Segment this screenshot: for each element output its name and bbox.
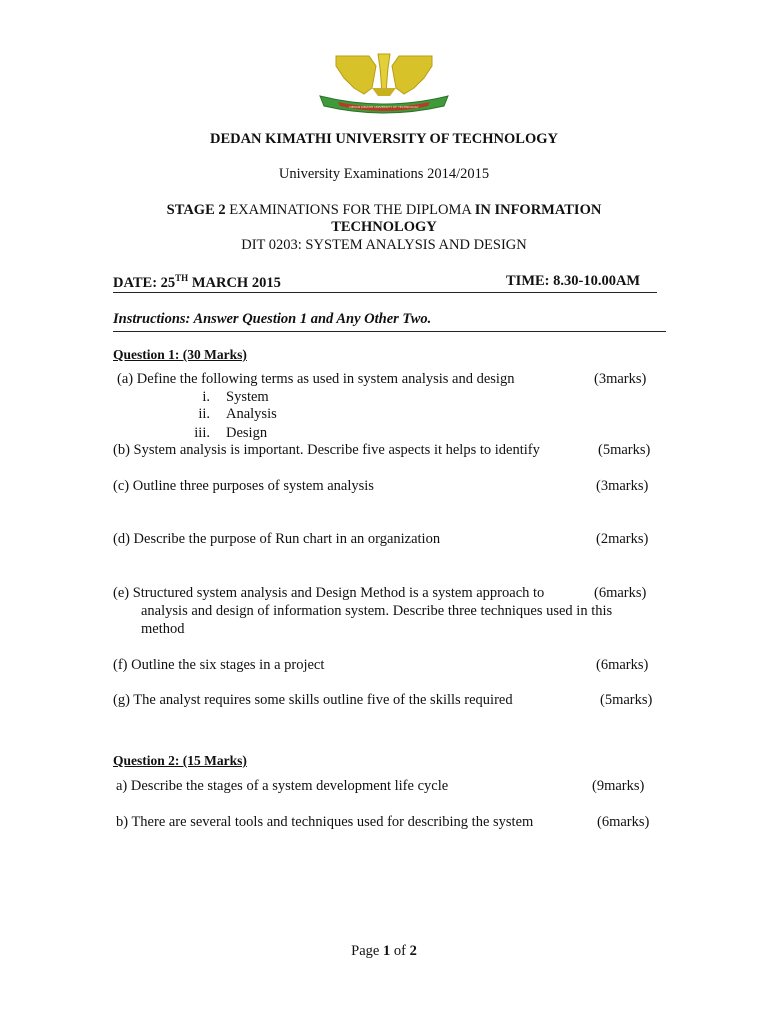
q1-e-text: (e) Structured system analysis and Design Method is a system approach to bbox=[113, 585, 545, 601]
q1-b-marks: (5marks) bbox=[598, 442, 651, 458]
q1-a-item-num: iii. bbox=[194, 425, 210, 441]
q1-g-marks: (5marks) bbox=[600, 692, 653, 708]
q2-a-marks: (9marks) bbox=[592, 778, 645, 794]
q1-f-marks: (6marks) bbox=[596, 657, 649, 673]
q2-title: Question 2: (15 Marks) bbox=[113, 753, 247, 768]
stage-program: IN INFORMATION bbox=[474, 202, 602, 218]
q1-a-item-text: Analysis bbox=[226, 406, 277, 422]
date-suffix: MARCH 2015 bbox=[188, 274, 281, 291]
q1-g-text: (g) The analyst requires some skills outline five of the skills required bbox=[113, 692, 513, 708]
page-total: 2 bbox=[409, 943, 417, 959]
q1-title: Question 1: (30 Marks) bbox=[113, 347, 247, 362]
exam-session: University Examinations 2014/2015 bbox=[278, 166, 490, 182]
q1-a-text: (a) Define the following terms as used in system analysis and design bbox=[117, 371, 515, 387]
q1-c-text: (c) Outline three purposes of system analysis bbox=[113, 478, 374, 494]
svg-text:DEDAN KIMATHI UNIVERSITY OF TE: DEDAN KIMATHI UNIVERSITY OF TECHNOLOGY bbox=[349, 105, 419, 109]
logo-emblem-icon bbox=[314, 48, 454, 118]
q1-e-text-line3: method bbox=[141, 621, 185, 637]
q1-e-text-line2: analysis and design of information system. Describe three techniques used in this bbox=[141, 603, 613, 619]
q1-f-text: (f) Outline the six stages in a project bbox=[113, 657, 325, 673]
q1-a-item-text: Design bbox=[226, 425, 268, 441]
course-code: DIT 0203: SYSTEM ANALYSIS AND DESIGN bbox=[241, 237, 527, 253]
instructions: Instructions: Answer Question 1 and Any Other Two. bbox=[113, 311, 432, 327]
page-footer bbox=[0, 943, 768, 960]
q1-a-item-num: ii. bbox=[198, 406, 210, 422]
date-sup: TH bbox=[175, 273, 189, 283]
of-word: of bbox=[390, 943, 410, 959]
stage-label: STAGE 2 bbox=[166, 202, 226, 218]
header-divider bbox=[113, 292, 657, 293]
q2-a-text: a) Describe the stages of a system development life cycle bbox=[116, 778, 449, 794]
stage-line bbox=[0, 202, 768, 219]
date-prefix: DATE: 25 bbox=[113, 274, 176, 291]
q2-b-text: b) There are several tools and techniques used for describing the system bbox=[116, 814, 534, 830]
exam-time: TIME: 8.30-10.00AM bbox=[506, 273, 641, 289]
stage-mid: EXAMINATIONS FOR THE DIPLOMA bbox=[225, 202, 475, 218]
university-name: DEDAN KIMATHI UNIVERSITY OF TECHNOLOGY bbox=[209, 131, 559, 147]
q1-a-marks: (3marks) bbox=[594, 371, 647, 387]
stage-line-2: TECHNOLOGY bbox=[331, 219, 437, 235]
q1-b-text: (b) System analysis is important. Describe five aspects it helps to identify bbox=[113, 442, 540, 458]
q2-b-marks: (6marks) bbox=[597, 814, 650, 830]
instructions-divider bbox=[113, 331, 666, 332]
q1-a-item-text: System bbox=[226, 389, 269, 405]
q1-c-marks: (3marks) bbox=[596, 478, 649, 494]
q1-a-item-num: i. bbox=[202, 389, 210, 405]
exam-date bbox=[113, 273, 281, 292]
q1-d-text: (d) Describe the purpose of Run chart in an organization bbox=[113, 531, 441, 547]
q1-e-marks: (6marks) bbox=[594, 585, 647, 601]
page-word: Page bbox=[351, 943, 383, 959]
q1-d-marks: (2marks) bbox=[596, 531, 649, 547]
university-logo bbox=[314, 48, 454, 118]
page-number: 1 bbox=[382, 943, 391, 959]
